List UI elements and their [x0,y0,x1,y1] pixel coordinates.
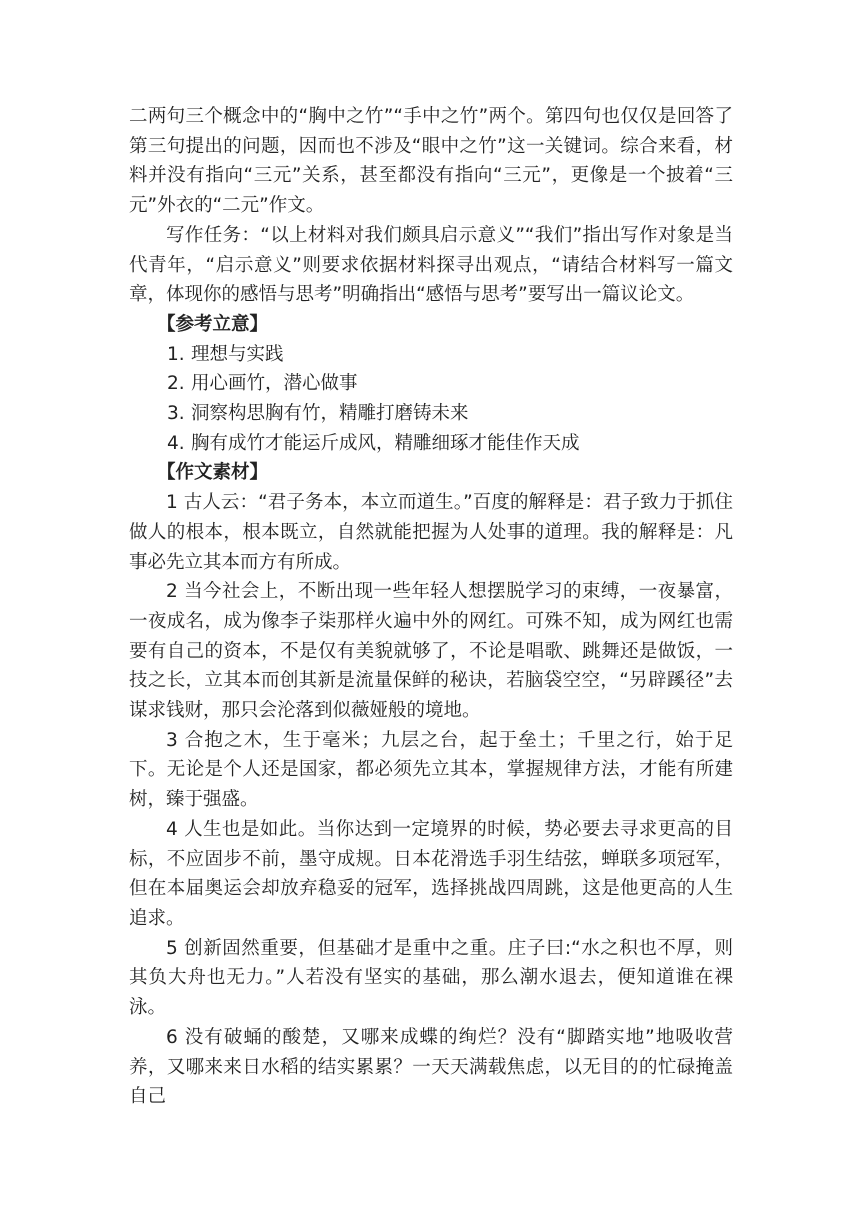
heading-reference-ideas: 【参考立意】 [157,313,269,335]
list-item-text: 用心画竹，潜心做事 [191,373,358,395]
list-item-text: 理想与实践 [191,343,284,365]
material-paragraph-1: 1 古人云：“君子务本，本立而道生。”百度的解释是：君子致力于抓住做人的根本，根本既立，自然就能把握为人处事的道理。我的解释是：凡事必先立其本而方有所成。 [129,492,733,573]
material-paragraph-6: 6 没有破蛹的酸楚，又哪来成蝶的绚烂？没有“脚踏实地”地吸收营养，又哪来来日水稻的结实累累？一天天满载焦虑，以无目的的忙碌掩盖自己 [129,1026,733,1108]
list-item-number: 3. [167,403,185,425]
material-paragraph-2: 2 当今社会上，不断出现一些年轻人想摆脱学习的束缚，一夜暴富，一夜成名，成为像李子柒那样火遍中外的网红。可殊不知，成为网红也需要有自己的资本，不是仅有美貌就够了，不论是唱歌、跳舞还是做饭，一技之长，立其本而创其新是流量保鲜的秘诀，若脑袋空空，“另辟蹊径”去谋求钱财，那只会沦落到似薇娅般的境地。 [129,581,733,722]
paragraph-writing-task: 写作任务：“以上材料对我们颇具启示意义”“我们”指出写作对象是当代青年，“启示意义”则要求依据材料探寻出观点，“请结合材料写一篇文章，体现你的感悟与思考”明确指出“感悟与思考”要写出一篇议论文。 [129,224,733,306]
list-item [129,340,733,370]
list-item [129,429,733,459]
document-page [129,102,733,1112]
material-paragraph-3: 3 合抱之木，生于毫米；九层之台，起于垒土；千里之行，始于足下。无论是个人还是国家，都必须先立其本，掌握规律方法，才能有所建树，臻于强盛。 [129,729,733,811]
list-item-number: 4. [167,432,185,454]
material-paragraph-5: 5 创新固然重要，但基础才是重中之重。庄子曰:“水之积也不厚，则其负大舟也无力。”人若没有坚实的基础，那么潮水退去，便知道谁在裸泳。 [129,937,733,1019]
list-item-text: 洞察构思胸有竹，精雕打磨铸未来 [191,403,469,425]
list-item [129,399,733,429]
material-paragraph-4: 4 人生也是如此。当你达到一定境界的时候，势必要去寻求更高的目标，不应固步不前，墨守成规。日本花滑选手羽生结弦，蝉联多项冠军，但在本届奥运会却放弃稳妥的冠军，选择挑战四周跳，这是他更高的人生追求。 [129,818,733,929]
paragraph-analysis: 二两句三个概念中的“胸中之竹”“手中之竹”两个。第四句也仅仅是回答了第三句提出的问题，因而也不涉及“眼中之竹”这一关键词。综合来看，材料并没有指向“三元”关系，甚至都没有指向“三元”，更像是一个披着“三元”外衣的“二元”作文。 [129,106,733,217]
heading-essay-materials: 【作文素材】 [157,462,269,484]
list-item [129,369,733,399]
list-item-number: 1. [167,343,185,365]
list-item-text: 胸有成竹才能运斤成风，精雕细琢才能佳作天成 [191,432,580,454]
list-item-number: 2. [167,373,185,395]
